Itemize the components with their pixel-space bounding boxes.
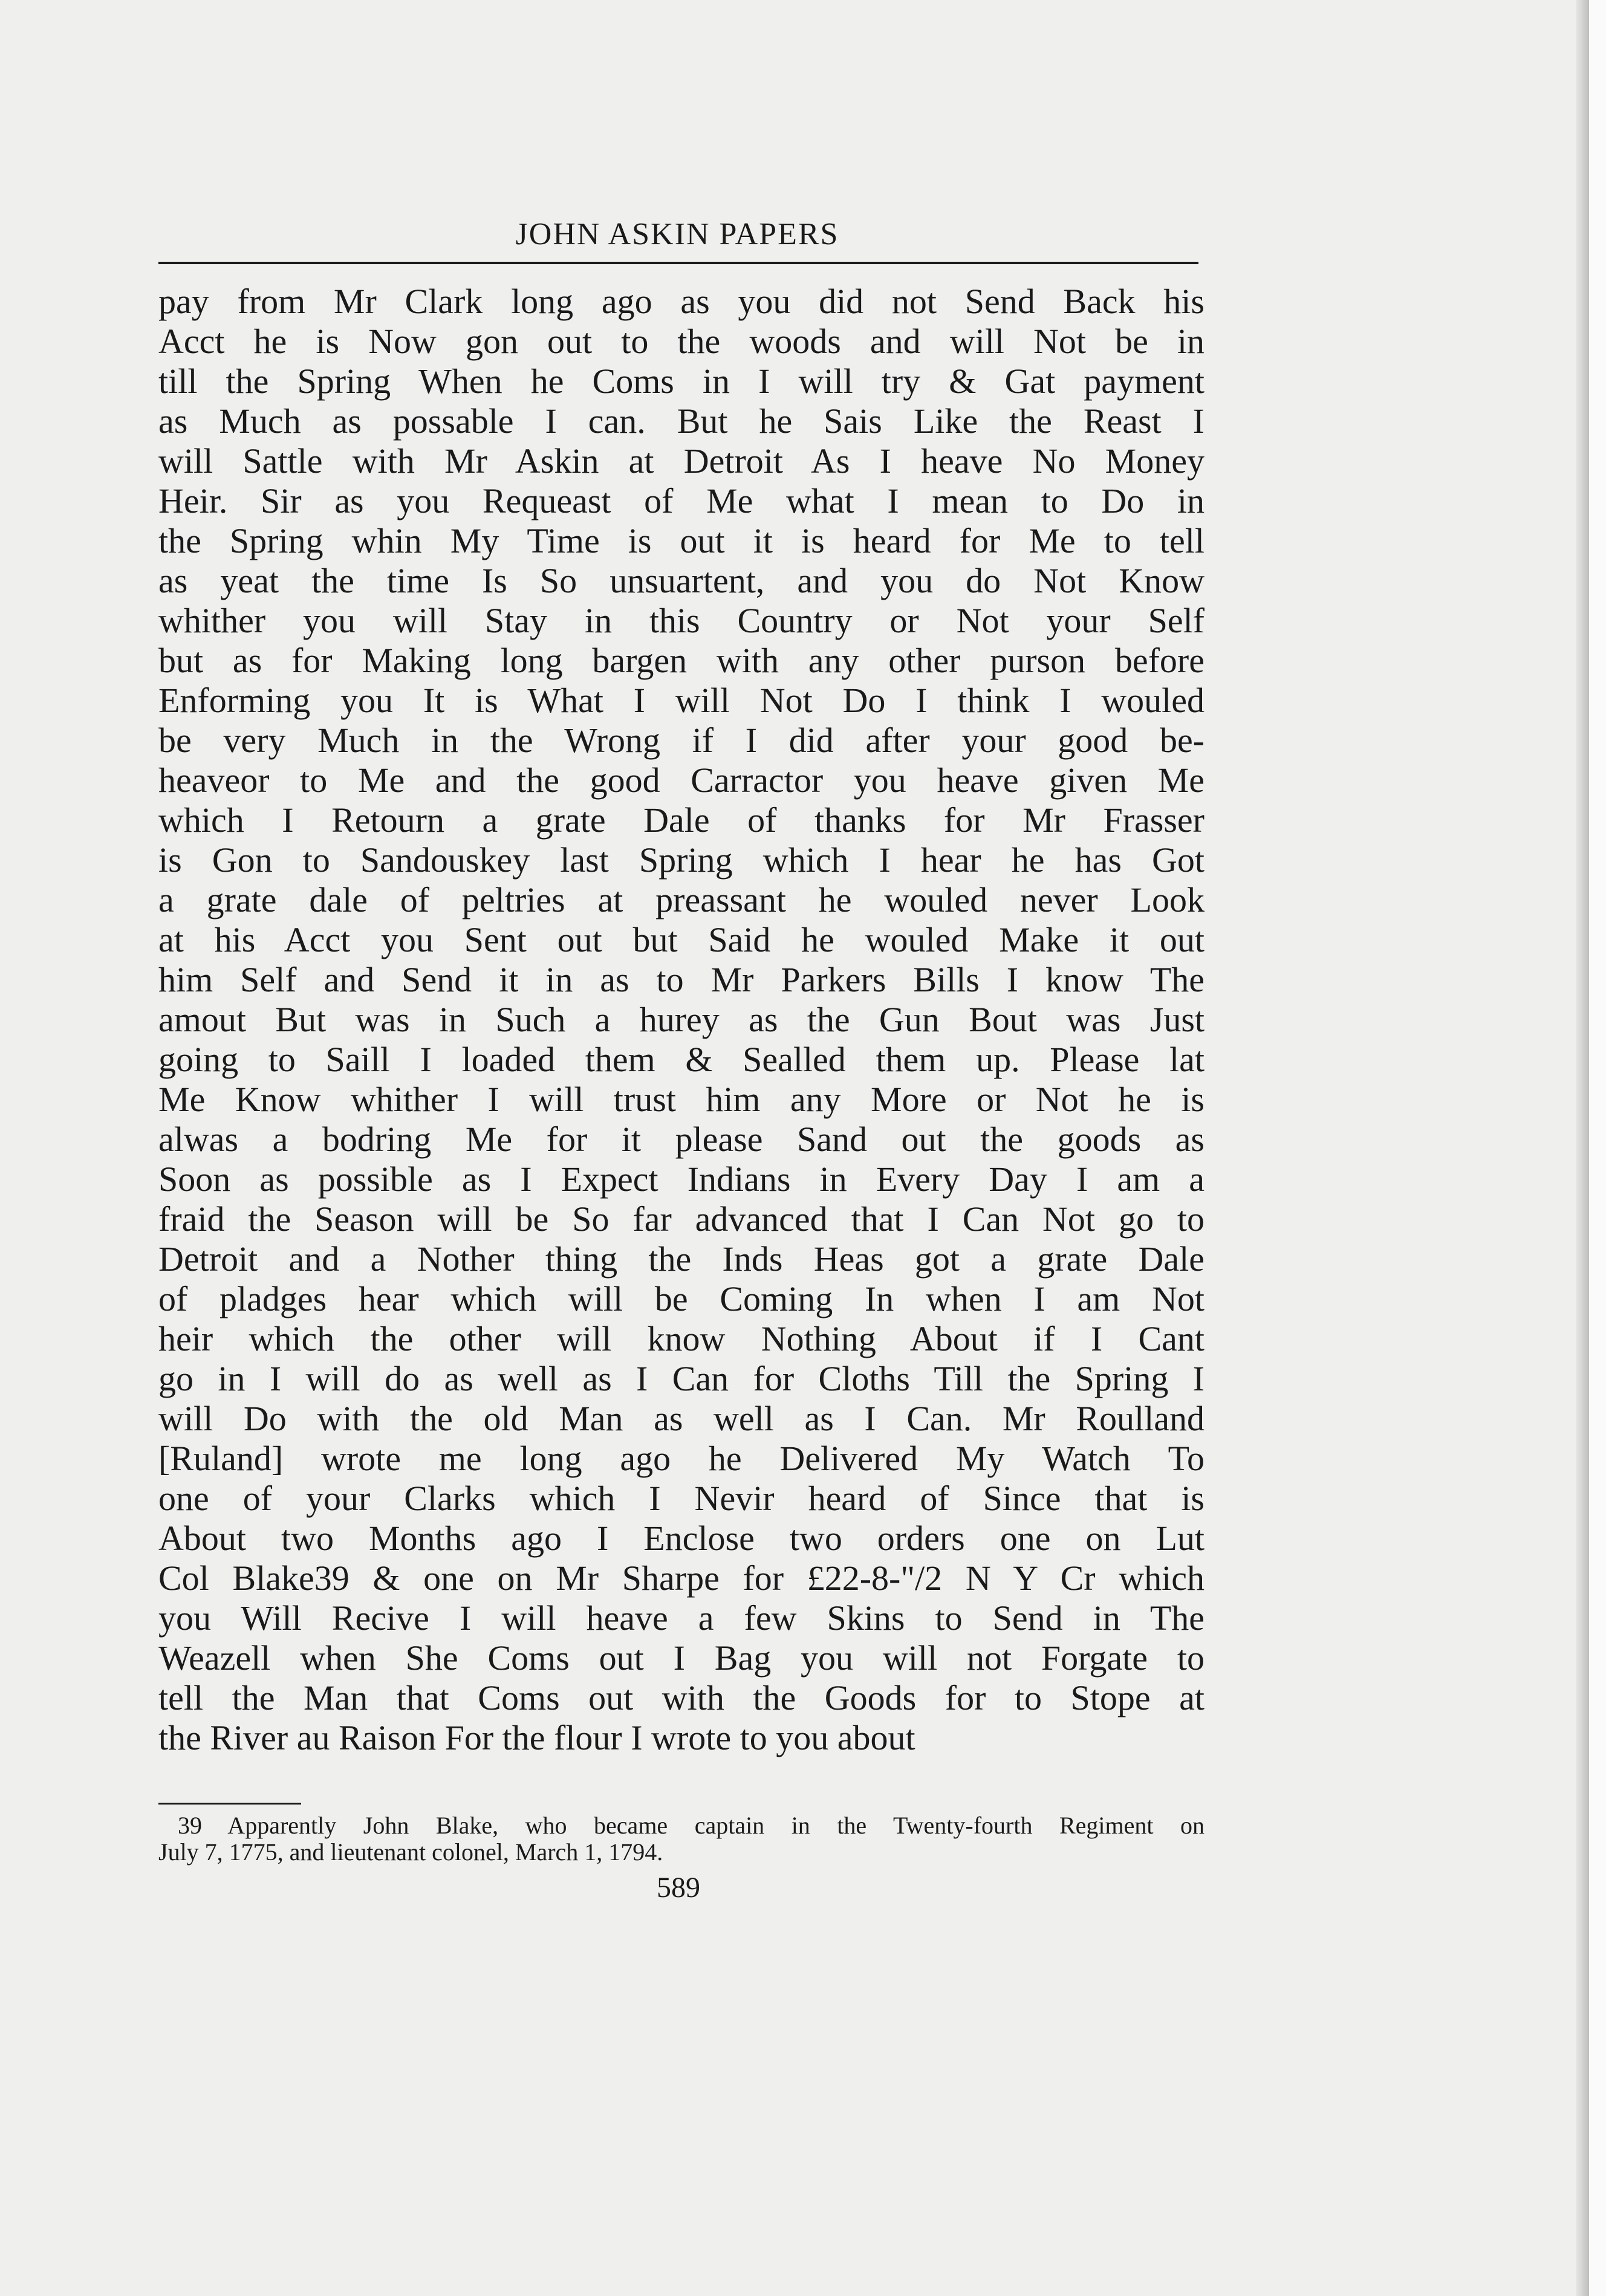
page-edge-shadow [1576,0,1589,2296]
body-line: heaveor to Me and the good Carractor you heave given Me [158,760,1204,800]
footnote-rule [158,1803,301,1805]
body-line: alwas a bodring Me for it please Sand out the goods as [158,1120,1204,1159]
body-line: which I Retourn a grate Dale of thanks for Mr Frasser [158,800,1204,840]
body-line: will Sattle with Mr Askin at Detroit As I heave No Money [158,441,1204,481]
body-line: amout But was in Such a hurey as the Gun Bout was Just [158,1000,1204,1039]
body-line: be very Much in the Wrong if I did after your good be- [158,721,1204,760]
running-header: JOHN ASKIN PAPERS [515,217,839,251]
body-line: fraid the Season will be So far advanced that I Can Not go to [158,1199,1204,1239]
header-rule [158,262,1198,264]
body-line: Enforming you It is What I will Not Do I think I wouled [158,681,1204,720]
body-line: as yeat the time Is So unsuartent, and you do Not Know [158,561,1204,600]
body-line: Heir. Sir as you Requeast of Me what I mean to Do in [158,481,1204,520]
body-line: till the Spring When he Coms in I will try & Gat payment [158,362,1204,401]
body-line: you Will Recive I will heave a few Skins to Send in The [158,1598,1204,1638]
body-line: go in I will do as well as I Can for Cloths Till the Spring I [158,1359,1204,1398]
scan-margin [1589,0,1606,2296]
footnote-line: 39 Apparently John Blake, who became captain in the Twenty-fourth Regiment on [178,1812,1204,1839]
body-line: [Ruland] wrote me long ago he Delivered My Watch To [158,1439,1204,1478]
body-line: will Do with the old Man as well as I Can. Mr Roulland [158,1399,1204,1438]
body-line: one of your Clarks which I Nevir heard of Since that is [158,1479,1204,1518]
body-line: Detroit and a Nother thing the Inds Heas got a grate Dale [158,1239,1204,1279]
body-line: at his Acct you Sent out but Said he wouled Make it out [158,920,1204,959]
body-line: About two Months ago I Enclose two orders one on Lut [158,1519,1204,1558]
body-line: but as for Making long bargen with any other purson before [158,641,1204,680]
body-line: tell the Man that Coms out with the Goods for to Stope at [158,1678,1204,1717]
body-line: Weazell when She Coms out I Bag you will not Forgate to [158,1638,1204,1678]
body-line: him Self and Send it in as to Mr Parkers Bills I know The [158,960,1204,999]
body-line: a grate dale of peltries at preassant he wouled never Look [158,880,1204,919]
body-line: the River au Raison For the flour I wrote to you about [158,1718,915,1757]
footnote [158,1812,1204,1866]
letter-body [158,282,1204,1758]
body-line: as Much as possable I can. But he Sais Like the Reast I [158,401,1204,441]
body-line: Me Know whither I will trust him any More or Not he is [158,1080,1204,1119]
footnote-line: July 7, 1775, and lieutenant colonel, March 1, 1794. [158,1838,663,1866]
body-line: Col Blake39 & one on Mr Sharpe for £22-8-"/2 N Y Cr which [158,1558,1204,1598]
body-line: the Spring whin My Time is out it is heard for Me to tell [158,521,1204,560]
body-line: of pladges hear which will be Coming In when I am Not [158,1279,1204,1318]
body-line: is Gon to Sandouskey last Spring which I hear he has Got [158,840,1204,880]
body-line: going to Saill I loaded them & Sealled them up. Please lat [158,1040,1204,1079]
body-line: Acct he is Now gon out to the woods and will Not be in [158,322,1204,361]
body-line: pay from Mr Clark long ago as you did not Send Back his [158,282,1204,321]
page-number: 589 [657,1872,700,1904]
body-line: heir which the other will know Nothing About if I Cant [158,1319,1204,1358]
body-line: Soon as possible as I Expect Indians in Every Day I am a [158,1159,1204,1199]
body-line: whither you will Stay in this Country or Not your Self [158,601,1204,640]
